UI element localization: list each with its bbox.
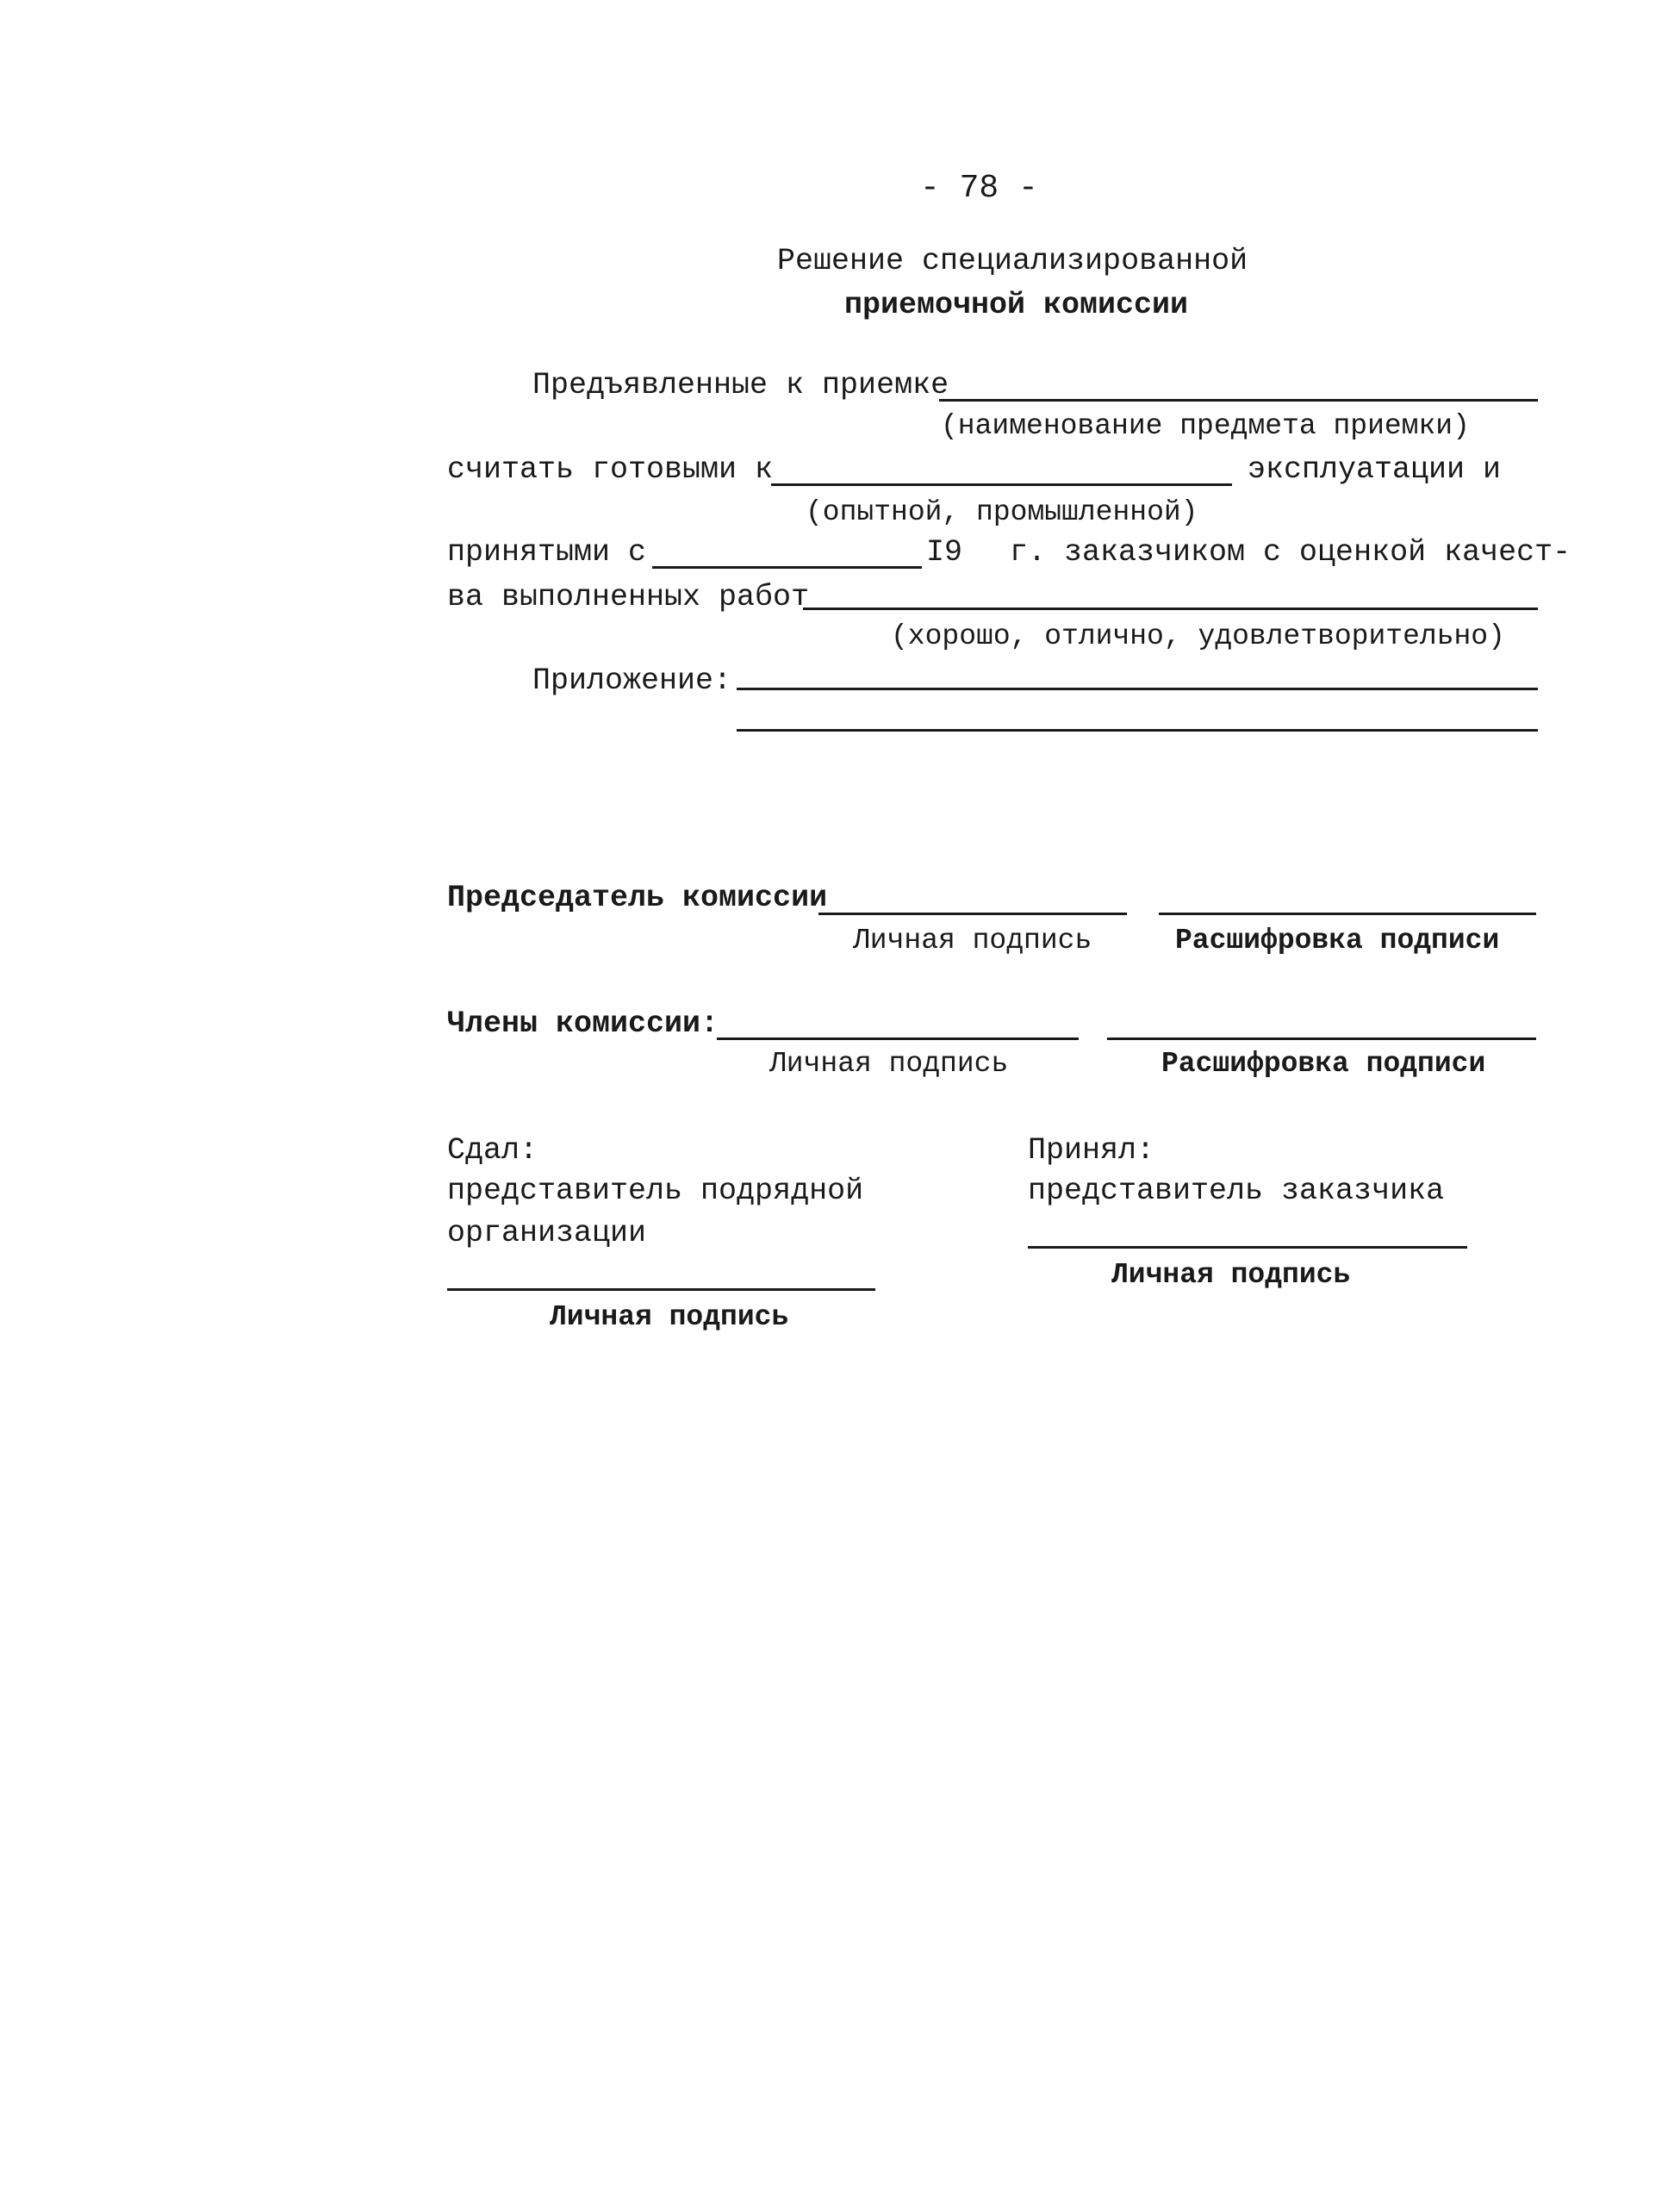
work-quality-field[interactable] [803, 608, 1538, 610]
received-role: представитель заказчика [1028, 1174, 1445, 1208]
exploitation-type-field[interactable] [771, 483, 1232, 486]
received-label: Принял: [1028, 1133, 1155, 1168]
presented-label: Предъявленные к приемке [532, 368, 949, 402]
attachment-label: Приложение: [532, 664, 732, 698]
chairman-signature-field[interactable] [818, 913, 1127, 915]
presented-object-hint: (наименование предмета приемки) [941, 410, 1470, 442]
delivered-label: Сдал: [447, 1133, 538, 1168]
year-prefix: I9 [926, 535, 963, 570]
members-decoding-hint: Расшифровка подписи [1161, 1048, 1486, 1080]
chairman-decoding-hint: Расшифровка подписи [1175, 925, 1500, 956]
members-signature-hint: Личная подпись [769, 1048, 1009, 1080]
ready-suffix: эксплуатации и [1248, 452, 1502, 487]
document-title-line-1: Решение специализированной [777, 244, 1248, 278]
delivered-signature-hint: Личная подпись [550, 1301, 789, 1333]
page-number: - 78 - [920, 170, 1038, 207]
work-quality-label: ва выполненных работ [447, 580, 810, 614]
acceptance-date-field[interactable] [652, 566, 922, 569]
document-title-line-2: приемочной комиссии [844, 288, 1189, 322]
attachment-field-2[interactable] [737, 729, 1538, 732]
members-decoding-field[interactable] [1107, 1037, 1536, 1040]
chairman-signature-hint: Личная подпись [853, 925, 1092, 956]
ready-label: считать готовыми к [447, 452, 774, 487]
chairman-decoding-field[interactable] [1159, 913, 1536, 915]
presented-object-field[interactable] [939, 399, 1538, 402]
accepted-label: принятыми с [447, 535, 647, 570]
members-label: Члены комиссии: [447, 1006, 719, 1041]
chairman-label: Председатель комиссии [447, 881, 828, 915]
members-signature-field[interactable] [717, 1037, 1079, 1040]
delivered-role-line-1: представитель подрядной [447, 1174, 864, 1208]
accepted-suffix: г. заказчиком с оценкой качест- [1010, 535, 1571, 570]
exploitation-type-hint: (опытной, промышленной) [806, 496, 1198, 528]
delivered-signature-field[interactable] [447, 1288, 875, 1291]
received-signature-field[interactable] [1028, 1246, 1467, 1249]
work-quality-hint: (хорошо, отлично, удовлетворительно) [891, 620, 1505, 652]
delivered-role-line-2: организации [447, 1216, 647, 1250]
attachment-field-1[interactable] [737, 688, 1538, 690]
received-signature-hint: Личная подпись [1111, 1259, 1351, 1291]
